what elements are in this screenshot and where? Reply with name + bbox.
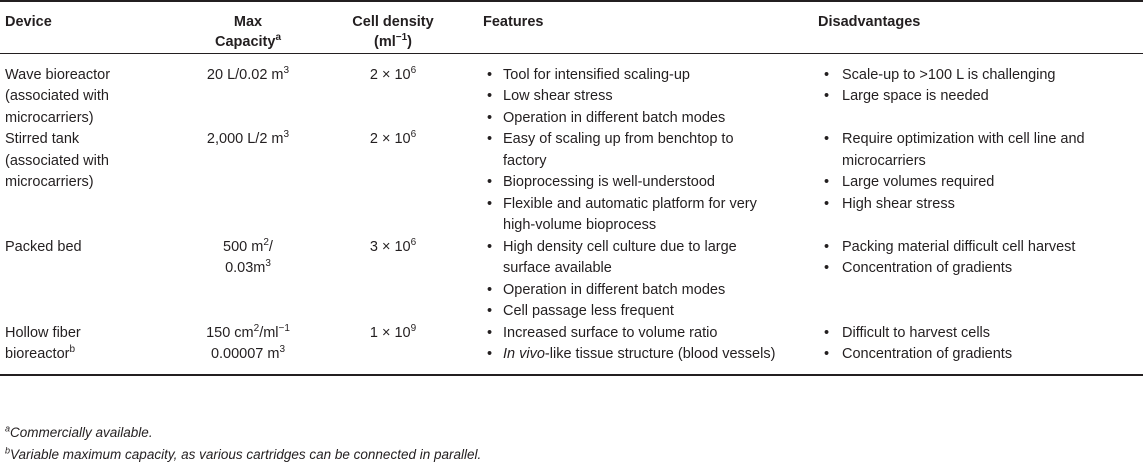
feature-item: • Cell passage less frequent <box>479 301 777 323</box>
capacity-cell: 500 $m^2/$ $0.03m^3$ <box>223 236 273 276</box>
feature-item: • High density cell culture due to large surface available <box>487 238 737 276</box>
footnote-b: $^b$Variable maximum capacity, as various cartridges can be connected in parallel. <box>5 445 482 462</box>
disadvantage-item: • Require optimization with cell line and microcarriers <box>824 131 1085 169</box>
feature-item: • Tool for intensified scaling-up <box>479 65 777 87</box>
disadvantage-item: • Concentration of gradients <box>789 258 1137 280</box>
feature-item: • Operation in different batch modes <box>479 108 777 130</box>
table-header <box>0 1 1143 53</box>
bullet-icon: • <box>487 109 493 126</box>
bullet-icon: • <box>487 303 493 319</box>
header-device: Device <box>0 1 183 53</box>
table-row <box>0 129 1143 237</box>
feature-item: • Flexible and automatic platform for very high-volume bioprocess <box>487 195 757 233</box>
disadvantages-cell <box>783 53 1143 129</box>
bullet-icon: • <box>487 324 493 341</box>
header-cell-density: Cell density $(ml^{-1})$ <box>313 1 473 53</box>
header-features: Features <box>473 1 783 53</box>
disadvantage-item: • Concentration of gradients <box>789 344 1137 366</box>
table-body <box>0 53 1143 375</box>
table-row <box>0 323 1143 375</box>
device-cell: Packed bed <box>5 238 82 255</box>
bullet-icon: • <box>824 195 830 212</box>
bullet-icon: • <box>824 174 830 190</box>
bullet-icon: • <box>487 131 493 147</box>
bullet-icon: • <box>487 281 493 298</box>
footnote-a: $^a$Commercially available. <box>5 423 153 440</box>
bullet-icon: • <box>824 66 830 83</box>
bullet-icon: • <box>487 238 493 255</box>
feature-item: • Operation in different batch modes <box>479 280 777 302</box>
density-cell: $3 \times 10^6$ <box>369 236 417 255</box>
header-max-capacity: Max Capacity$^a$ <box>183 1 313 53</box>
table-row <box>0 237 1143 323</box>
feature-item: • Bioprocessing is well-understood <box>479 172 777 194</box>
density-cell: $2 \times 10^6$ <box>369 129 417 147</box>
disadvantages-cell <box>783 237 1143 323</box>
density-cell: $1 \times 10^9$ <box>313 323 473 375</box>
features-cell <box>473 53 783 129</box>
disadvantage-item: • Large space is needed <box>789 86 1137 108</box>
bullet-icon: • <box>487 88 493 104</box>
bullet-icon: • <box>824 131 830 147</box>
feature-item: • Increased surface to volume ratio <box>479 323 777 345</box>
disadvantage-item: • Scale-up to >100 L is challenging <box>789 65 1137 87</box>
features-cell <box>473 323 783 375</box>
bullet-icon: • <box>824 88 830 104</box>
device-cell: Hollow fiber bioreactor$^b$ <box>0 323 183 375</box>
bullet-icon: • <box>824 238 830 255</box>
bullet-icon: • <box>487 346 493 362</box>
bullet-icon: • <box>824 346 830 362</box>
header-disadvantages: Disadvantages <box>783 1 1143 53</box>
features-cell <box>473 237 783 323</box>
table-row <box>0 53 1143 129</box>
features-cell <box>473 129 783 237</box>
density-cell: $2 \times 10^6$ <box>369 64 417 83</box>
disadvantage-item: • Difficult to harvest cells <box>789 323 1137 345</box>
disadvantage-item: • Packing material difficult cell harvest <box>789 237 1137 259</box>
capacity-cell: 20 L/0.02 $m^3$ <box>206 64 290 83</box>
feature-item: • In vivo-like tissue structure (blood vessels) <box>479 344 777 366</box>
bullet-icon: • <box>487 66 493 83</box>
feature-item: • Easy of scaling up from benchtop to factory <box>487 131 734 169</box>
table-footnotes <box>5 422 481 466</box>
bullet-icon: • <box>487 174 493 190</box>
bullet-icon: • <box>824 324 830 341</box>
disadvantage-item: • High shear stress <box>789 194 1137 216</box>
device-cell: Wave bioreactor (associated with microcarriers) <box>5 66 111 126</box>
feature-item: • Low shear stress <box>479 86 777 108</box>
disadvantages-cell <box>783 129 1143 237</box>
capacity-cell: 2,000 L/2 $m^3$ <box>206 129 290 147</box>
header-row <box>0 1 1143 53</box>
disadvantage-item: • Large volumes required <box>789 172 1137 194</box>
disadvantages-cell <box>783 323 1143 375</box>
bullet-icon: • <box>487 195 493 212</box>
device-cell: Stirred tank (associated with microcarriers) <box>5 131 109 190</box>
bullet-icon: • <box>824 260 830 276</box>
capacity-cell: 150 $cm^2/ml^{-1}$ 0.00007 $m^3$ <box>183 323 313 375</box>
